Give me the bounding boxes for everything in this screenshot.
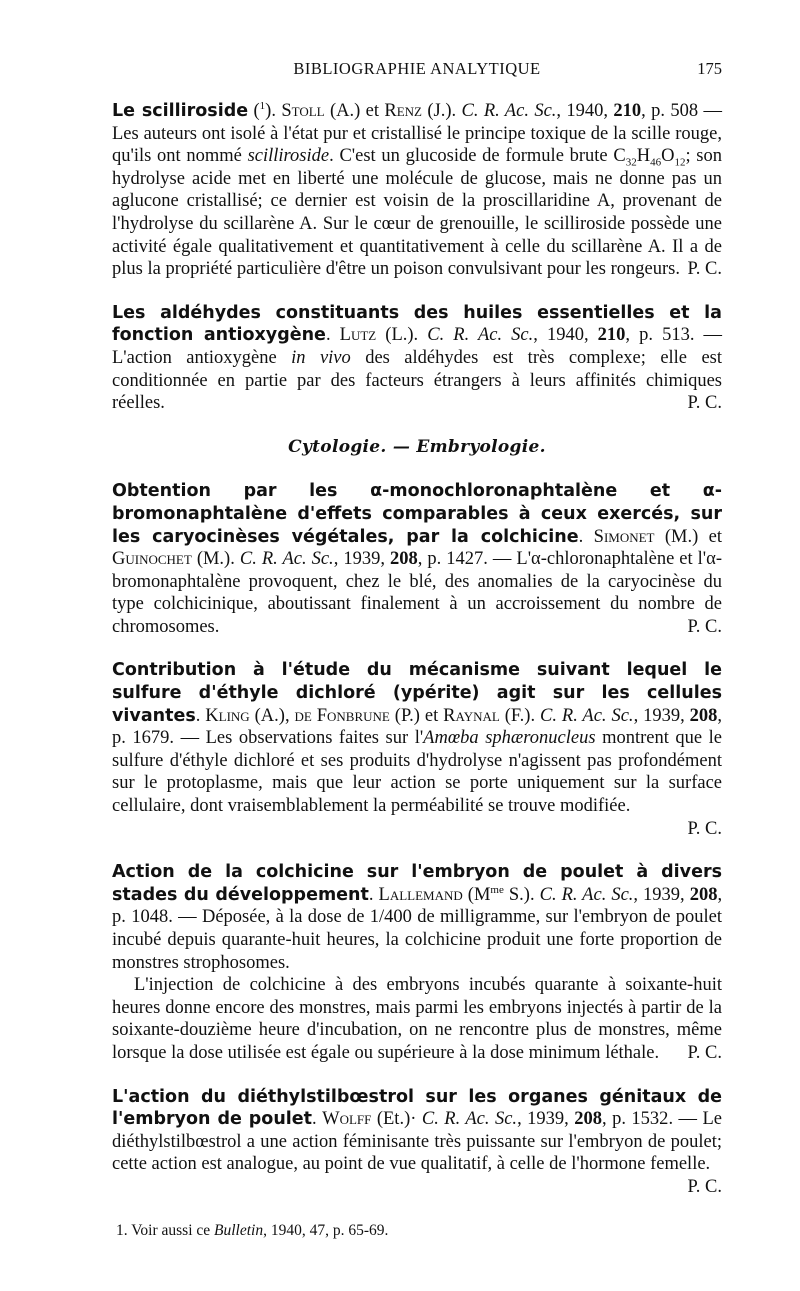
journal: C. R. Ac. Sc. <box>540 705 634 726</box>
entry-title: Action de la colchicine sur l'embryon de poulet à divers stades du développement <box>112 862 722 905</box>
footnote: 1. Voir aussi ce Bulletin, 1940, 47, p. 65-69. <box>116 1221 389 1239</box>
author-name: de Fonbrune <box>294 705 390 726</box>
footnote-ref: ($^1$) <box>253 99 272 121</box>
volume: 208 <box>574 1109 602 1130</box>
abstract-text: des aldéhydes est très complexe; elle est conditionnée en partie par des facteurs étrangers à leurs affinités chimiques réelles. <box>112 347 723 414</box>
abstract-text: L'injection de colchicine à des embryons incubés quarante à soixante-huit heures donne encore des monstres, mais parmi les embryons injectés à partir de la soixante-douzième heure d'incubation, on ne rencontre plus de monstres, même lorsque la dose utilisée est égale ou supérieure à la dose minimum léthale. <box>112 975 722 1063</box>
page-ref: p. 1679 <box>112 728 170 749</box>
volume: 208 <box>689 705 718 726</box>
volume: 210 <box>613 101 642 121</box>
journal: C. R. Ac. Sc. <box>539 884 634 905</box>
entry-title: Contribution à l'étude du mécanisme suivant lequel le sulfure d'éthyle dichloré (ypérite) agit sur les cellules vivantes <box>112 660 722 726</box>
author-name: Stoll <box>281 101 325 121</box>
author-name: Guinochet <box>112 549 192 570</box>
journal: C. R. Ac. Sc. <box>461 101 557 121</box>
reviewer-initials: P. C. <box>687 259 722 280</box>
running-header <box>112 58 722 86</box>
entry-scilliroside: Le scilliroside ($^1$). Stoll (A.) et Renz (J.). C. R. Ac. Sc., 1940, 210, p. 508 — Les auteurs ont isolé à l'état pur et cristallisé le principe toxique de la scille rouge, qu'ils ont nommé scilliroside. C'est un glucoside de formule brute $C_{32}H_{46}O_{12}$; son hydrolyse acide met en liberté une molécule de glucose, mais ne donne pas un aglucone cristallisé; ce dernier est voisin de la proscillaridine A, provenant de l'hydrolyse du scillarène A. Sur le cœur de grenouille, le scilliroside possède une activité égale qualitativement et quantitativement à celle du scillarène A. Il a de plus la propriété particulière d'être un poison convulsivant pour les rongeurs. P. C. <box>112 99 723 280</box>
journal: C. R. Ac. Sc. <box>427 325 534 346</box>
reviewer-initials: P. C. <box>687 1042 722 1063</box>
journal: C. R. Ac. Sc. <box>239 549 334 570</box>
entry-aldehydes: Les aldéhydes constituants des huiles essentielles et la fonction antioxygène. Lutz (L.). C. R. Ac. Sc., 1940, 210, p. 513. — L'action antioxygène in vivo des aldéhydes est très complexe; elle est conditionnée en partie par des facteurs étrangers à leurs affinités chimiques réelles. P. C. <box>112 302 723 414</box>
running-title: BIBLIOGRAPHIE ANALYTIQUE <box>293 59 541 78</box>
year: 1939 <box>343 549 381 570</box>
reviewer-initials: P. C. <box>687 393 722 414</box>
abstract-text: — Les auteurs ont isolé à l'état pur et cristallisé le principe toxique de la scille rouge, qu'ils ont nommé <box>112 101 723 167</box>
author-name: Renz <box>384 101 422 121</box>
page-ref: p. 1048 <box>112 907 169 928</box>
abstract-text: — Déposée, à la dose de 1/400 de milligramme, sur l'embryon de poulet incubé depuis quarante-huit heures, la colchicine produit une forte proportion de monstres strophosomes. <box>112 907 723 973</box>
entry-yperite: Contribution à l'étude du mécanisme suivant lequel le sulfure d'éthyle dichloré (ypérite) agit sur les cellules vivantes. Kling (A.), de Fonbrune (P.) et Raynal (F.). C. R. Ac. Sc., 1939, 208, p. 1679. — Les observations faites sur l'Amœba sphæronucleus montrent que le sulfure d'éthyle dichloré et ses produits d'hydrolyse n'agissent pas profondément sur le protoplasme, mais que leur action se porte uniquement sur la surface cellulaire, dont vraisemblablement la perméabilité se trouve modifiée. P. C. <box>112 660 723 839</box>
author-name: Kling <box>205 705 250 726</box>
year: 1940 <box>566 101 604 121</box>
author-name: Lutz <box>339 325 377 346</box>
page-ref: p. 513 <box>639 325 690 346</box>
volume: 208 <box>389 549 418 570</box>
year: 1940 <box>546 325 584 346</box>
volume: 210 <box>597 325 626 346</box>
footnote-number: 1. <box>116 1221 128 1239</box>
author-name: Simonet <box>593 526 655 547</box>
footnote-journal: Bulletin <box>214 1221 264 1239</box>
abstract-text: — L'α-chloronaphtalène et l'α-bromonaphtalène provoquent, chez le blé, des anomalies de la caryocinèse du type colchicinique, aboutissant finalement à un accroissement du nombre de chromosomes. <box>112 549 722 637</box>
page-ref: p. 1532 <box>612 1109 669 1130</box>
entry-diethylstilboestrol: L'action du diéthylstilbœstrol sur les organes génitaux de l'embryon de poulet. Wolff (Et.)· C. R. Ac. Sc., 1939, 208, p. 1532. — Le diéthylstilbœstrol a une action féminisante très puissante sur l'embryon de poulet; cette action est analogue, au point de vue qualitatif, à celle de l'hormone femelle. P. C. <box>112 1086 723 1197</box>
page-ref: p. 1427 <box>427 549 484 570</box>
abstract-text: montrent que le sulfure d'éthyle dichloré et ses produits d'hydrolyse n'agissent pas profondément sur le protoplasme, mais que leur action se porte uniquement sur la surface cellulaire, dont vraisemblablement la perméabilité se trouve modifiée. <box>112 728 723 817</box>
reviewer-initials: P. C. <box>687 616 722 637</box>
abstract-text: — Le diéthylstilbœstrol a une action féminisante très puissante sur l'embryon de poulet; cette action est analogue, au point de vue qualitatif, à celle de l'hormone femelle. <box>112 1109 723 1175</box>
entry-colchicine-embryon: Action de la colchicine sur l'embryon de poulet à divers stades du développement. Lallemand ($M^{me}$ S.). C. R. Ac. Sc., 1939, 208, p. 1048. — Déposée, à la dose de 1/400 de milligramme, sur l'embryon de poulet incubé depuis quarante-huit heures, la colchicine produit une forte proportion de monstres strophosomes. L'injection de colchicine à des embryons incubés quarante à soixante-huit heures donne encore des monstres, mais parmi les embryons injectés à partir de la soixante-douzième heure d'incubation, on ne rencontre plus de monstres, même lorsque la dose utilisée est égale ou supérieure à la dose minimum léthale. P. C. <box>112 862 723 1063</box>
page-ref: p. 508 <box>651 101 699 121</box>
author-name: Lallemand <box>378 884 463 905</box>
volume: 208 <box>689 884 718 905</box>
author-name: Wolff <box>322 1109 372 1130</box>
chemical-formula: $C_{32}H_{46}O_{12}$ <box>613 146 686 169</box>
year: 1939 <box>643 705 681 726</box>
year: 1939 <box>643 884 681 905</box>
entry-naphtalene: Obtention par les α-monochloronaphtalène et α-bromonaphtalène d'effets comparables à ceux exercés, sur les caryocinèses végétales, par la colchicine. Simonet (M.) et Guinochet (M.). C. R. Ac. Sc., 1939, 208, p. 1427. — L'α-chloronaphtalène et l'α-bromonaphtalène provoquent, chez le blé, des anomalies de la caryocinèse du type colchicinique, aboutissant finalement à un accroissement du nombre de chromosomes. P. C. <box>112 481 723 637</box>
entry-title: Obtention par les α-monochloronaphtalène et α-bromonaphtalène d'effets comparables à ceux exercés, sur les caryocinèses végétales, par la colchicine <box>112 481 722 547</box>
reviewer-initials: P. C. <box>687 1176 722 1197</box>
section-heading: Cytologie. — Embryologie. <box>288 436 546 457</box>
entry-title: Les aldéhydes constituants des huiles essentielles et la fonction antioxygène <box>112 302 722 346</box>
entry-title: L'action du diéthylstilbœstrol sur les organes génitaux de l'embryon de poulet <box>112 1086 722 1130</box>
author-name: Raynal <box>443 705 500 726</box>
journal: C. R. Ac. Sc. <box>421 1109 518 1130</box>
entry-title: Le scilliroside <box>112 101 249 121</box>
page-number: 175 <box>697 59 722 78</box>
year: 1939 <box>527 1109 565 1130</box>
reviewer-initials: P. C. <box>687 818 722 839</box>
